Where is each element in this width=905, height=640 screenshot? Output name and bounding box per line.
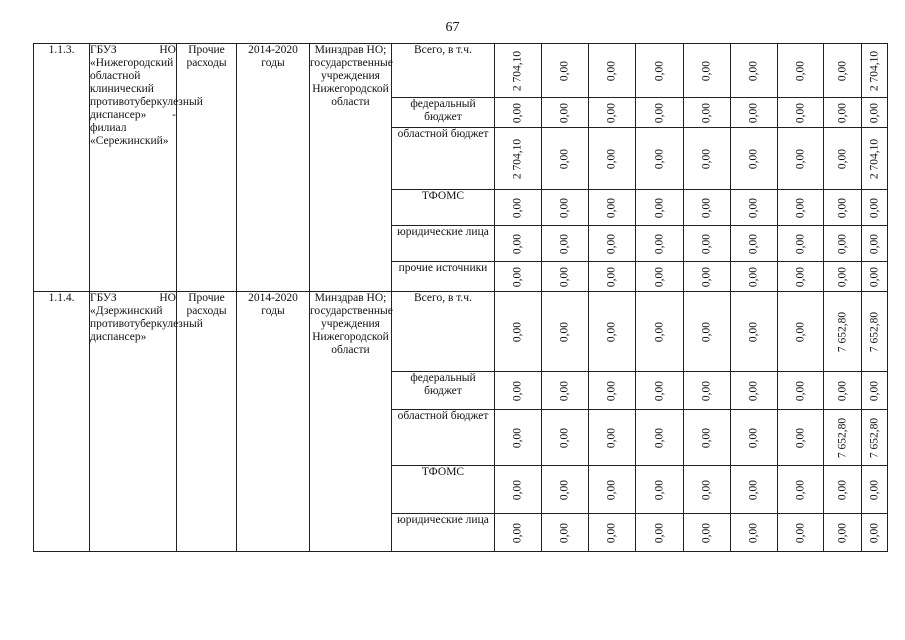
amount-cell [778, 466, 824, 514]
amount-value: 0,00 [511, 233, 524, 254]
amount-cell [542, 44, 589, 98]
amount-value: 0,00 [653, 102, 665, 123]
amount-value: 0,00 [836, 60, 848, 81]
amount-value: 0,00 [700, 60, 713, 81]
amount-cell [589, 514, 636, 552]
amount-cell [824, 292, 862, 372]
amount-value: 0,00 [511, 102, 524, 123]
table-body [34, 44, 888, 552]
amount-value: 0,00 [868, 380, 880, 401]
amount-value: 0,00 [836, 479, 848, 500]
amount-cell [589, 466, 636, 514]
amount-cell [589, 372, 636, 410]
amount-value: 0,00 [653, 321, 665, 342]
amount-value: 7 652,80 [868, 417, 880, 458]
amount-cell [542, 514, 589, 552]
item-number: 1.1.4. [34, 292, 90, 552]
funding-source: Всего, в т.ч. [392, 292, 495, 372]
amount-value: 0,00 [747, 233, 760, 254]
amount-cell [495, 128, 542, 190]
expense-type: Прочие расходы [177, 292, 237, 552]
amount-cell [684, 372, 731, 410]
amount-cell [824, 226, 862, 262]
amount-value: 0,00 [747, 197, 760, 218]
amount-value: 2 704,10 [868, 50, 880, 91]
amount-value: 0,00 [836, 233, 848, 254]
amount-value: 0,00 [747, 102, 760, 123]
amount-cell [731, 128, 778, 190]
amount-cell [495, 98, 542, 128]
amount-cell [824, 128, 862, 190]
amount-value: 0,00 [511, 197, 524, 218]
funding-source: Всего, в т.ч. [392, 44, 495, 98]
amount-cell [862, 466, 888, 514]
amount-cell [731, 372, 778, 410]
amount-cell [495, 466, 542, 514]
amount-value: 0,00 [836, 266, 848, 287]
amount-value: 0,00 [747, 266, 760, 287]
amount-value: 0,00 [868, 233, 880, 254]
amount-value: 0,00 [511, 266, 524, 287]
amount-value: 0,00 [794, 60, 806, 81]
amount-value: 7 652,80 [836, 417, 848, 458]
amount-value: 0,00 [605, 380, 618, 401]
amount-value: 0,00 [868, 266, 880, 287]
organization-name: ГБУЗ НО «Нижегородский областной клинический противотуберкулезный диспансер» - филиал «Сережинский» [90, 44, 177, 292]
amount-cell [542, 466, 589, 514]
amount-value: 0,00 [511, 427, 524, 448]
amount-cell [636, 44, 684, 98]
amount-value: 0,00 [794, 321, 806, 342]
amount-value: 0,00 [558, 479, 571, 500]
amount-cell [684, 190, 731, 226]
amount-value: 0,00 [868, 197, 880, 218]
amount-cell [731, 98, 778, 128]
amount-cell [862, 128, 888, 190]
amount-cell [589, 128, 636, 190]
amount-value: 0,00 [794, 148, 806, 169]
amount-cell [731, 190, 778, 226]
amount-cell [495, 226, 542, 262]
amount-value: 0,00 [558, 427, 571, 448]
amount-value: 0,00 [700, 522, 713, 543]
amount-value: 0,00 [836, 522, 848, 543]
amount-value: 0,00 [605, 479, 618, 500]
amount-value: 0,00 [605, 233, 618, 254]
amount-cell [636, 466, 684, 514]
amount-value: 0,00 [558, 60, 571, 81]
amount-cell [778, 98, 824, 128]
amount-cell [862, 410, 888, 466]
amount-cell [589, 44, 636, 98]
amount-value: 0,00 [747, 427, 760, 448]
amount-value: 7 652,80 [836, 311, 848, 352]
amount-value: 0,00 [794, 102, 806, 123]
amount-value: 0,00 [605, 522, 618, 543]
period: 2014-2020 годы [237, 292, 310, 552]
amount-cell [824, 372, 862, 410]
amount-value: 0,00 [558, 102, 571, 123]
amount-value: 0,00 [794, 266, 806, 287]
amount-value: 0,00 [747, 321, 760, 342]
amount-value: 0,00 [511, 522, 524, 543]
amount-cell [542, 372, 589, 410]
amount-value: 0,00 [558, 233, 571, 254]
amount-value: 0,00 [794, 233, 806, 254]
table-row [34, 44, 888, 98]
amount-cell [824, 44, 862, 98]
amount-cell [636, 226, 684, 262]
funding-source: ТФОМС [392, 190, 495, 226]
amount-value: 0,00 [868, 102, 880, 123]
amount-value: 0,00 [700, 427, 713, 448]
amount-cell [684, 262, 731, 292]
amount-value: 0,00 [558, 148, 571, 169]
amount-value: 0,00 [558, 380, 571, 401]
amount-cell [589, 226, 636, 262]
amount-value: 0,00 [836, 380, 848, 401]
amount-cell [824, 262, 862, 292]
amount-cell [778, 262, 824, 292]
amount-value: 0,00 [700, 380, 713, 401]
table-row [34, 292, 888, 372]
amount-value: 0,00 [794, 380, 806, 401]
amount-cell [731, 262, 778, 292]
amount-value: 0,00 [605, 102, 618, 123]
amount-value: 0,00 [653, 522, 665, 543]
amount-cell [824, 410, 862, 466]
amount-value: 0,00 [653, 427, 665, 448]
amount-value: 0,00 [747, 479, 760, 500]
amount-cell [862, 372, 888, 410]
amount-value: 0,00 [653, 479, 665, 500]
funding-source: федеральный бюджет [392, 372, 495, 410]
amount-cell [731, 410, 778, 466]
amount-cell [495, 410, 542, 466]
amount-cell [495, 190, 542, 226]
amount-cell [636, 410, 684, 466]
amount-cell [636, 262, 684, 292]
amount-value: 0,00 [511, 321, 524, 342]
amount-value: 0,00 [700, 148, 713, 169]
amount-cell [778, 128, 824, 190]
amount-value: 0,00 [653, 233, 665, 254]
funding-source: прочие источники [392, 262, 495, 292]
executor: Минздрав НО; государственные учреждения Нижегородской области [310, 44, 392, 292]
amount-value: 0,00 [700, 479, 713, 500]
item-number: 1.1.3. [34, 44, 90, 292]
amount-cell [824, 98, 862, 128]
funding-source: областной бюджет [392, 410, 495, 466]
amount-cell [542, 226, 589, 262]
amount-value: 0,00 [605, 266, 618, 287]
amount-value: 0,00 [558, 266, 571, 287]
amount-value: 0,00 [511, 380, 524, 401]
amount-cell [636, 128, 684, 190]
funding-source: юридические лица [392, 226, 495, 262]
funding-source: областной бюджет [392, 128, 495, 190]
amount-cell [684, 226, 731, 262]
amount-cell [778, 514, 824, 552]
amount-cell [862, 226, 888, 262]
amount-value: 0,00 [653, 148, 665, 169]
amount-value: 0,00 [653, 60, 665, 81]
organization-name: ГБУЗ НО «Дзержинский противотуберкулезный диспансер» [90, 292, 177, 552]
funding-source: юридические лица [392, 514, 495, 552]
amount-value: 0,00 [794, 522, 806, 543]
period: 2014-2020 годы [237, 44, 310, 292]
amount-value: 0,00 [868, 522, 880, 543]
amount-value: 0,00 [700, 233, 713, 254]
amount-cell [589, 98, 636, 128]
amount-value: 0,00 [868, 479, 880, 500]
amount-cell [684, 466, 731, 514]
amount-value: 0,00 [794, 479, 806, 500]
amount-cell [542, 292, 589, 372]
amount-cell [684, 292, 731, 372]
amount-cell [542, 410, 589, 466]
amount-cell [542, 190, 589, 226]
amount-value: 0,00 [700, 197, 713, 218]
amount-cell [862, 292, 888, 372]
executor: Минздрав НО; государственные учреждения Нижегородской области [310, 292, 392, 552]
amount-value: 2 704,10 [511, 50, 524, 91]
amount-value: 0,00 [794, 427, 806, 448]
amount-cell [542, 98, 589, 128]
amount-value: 0,00 [653, 266, 665, 287]
amount-value: 0,00 [747, 380, 760, 401]
amount-value: 0,00 [836, 102, 848, 123]
amount-value: 0,00 [700, 102, 713, 123]
amount-cell [589, 410, 636, 466]
amount-cell [824, 466, 862, 514]
expense-type: Прочие расходы [177, 44, 237, 292]
amount-cell [684, 410, 731, 466]
funding-source: федеральный бюджет [392, 98, 495, 128]
amount-cell [684, 514, 731, 552]
amount-cell [589, 262, 636, 292]
amount-value: 0,00 [836, 197, 848, 218]
amount-cell [778, 226, 824, 262]
amount-cell [731, 226, 778, 262]
amount-value: 0,00 [558, 321, 571, 342]
amount-cell [495, 44, 542, 98]
amount-cell [731, 292, 778, 372]
amount-cell [636, 292, 684, 372]
amount-cell [778, 292, 824, 372]
amount-cell [731, 466, 778, 514]
amount-value: 0,00 [511, 479, 524, 500]
amount-cell [862, 514, 888, 552]
amount-cell [778, 410, 824, 466]
amount-cell [778, 44, 824, 98]
amount-cell [731, 44, 778, 98]
amount-cell [636, 98, 684, 128]
amount-value: 0,00 [605, 321, 618, 342]
amount-cell [589, 292, 636, 372]
amount-cell [495, 514, 542, 552]
amount-value: 0,00 [605, 427, 618, 448]
amount-value: 0,00 [605, 197, 618, 218]
amount-value: 2 704,10 [868, 138, 880, 179]
amount-value: 0,00 [747, 522, 760, 543]
amount-cell [495, 372, 542, 410]
amount-value: 0,00 [700, 266, 713, 287]
amount-value: 0,00 [747, 148, 760, 169]
amount-cell [684, 44, 731, 98]
amount-cell [862, 44, 888, 98]
amount-cell [862, 98, 888, 128]
amount-value: 0,00 [605, 148, 618, 169]
amount-cell [636, 514, 684, 552]
amount-cell [495, 262, 542, 292]
amount-value: 0,00 [794, 197, 806, 218]
amount-value: 0,00 [836, 148, 848, 169]
amount-cell [495, 292, 542, 372]
amount-cell [824, 190, 862, 226]
amount-cell [778, 372, 824, 410]
amount-cell [542, 128, 589, 190]
amount-value: 0,00 [605, 60, 618, 81]
amount-cell [778, 190, 824, 226]
amount-value: 0,00 [558, 522, 571, 543]
amount-cell [862, 190, 888, 226]
funding-source: ТФОМС [392, 466, 495, 514]
amount-cell [684, 98, 731, 128]
amount-value: 7 652,80 [868, 311, 880, 352]
amount-cell [731, 514, 778, 552]
amount-value: 0,00 [653, 197, 665, 218]
amount-cell [636, 190, 684, 226]
amount-cell [684, 128, 731, 190]
amount-value: 0,00 [747, 60, 760, 81]
amount-value: 0,00 [653, 380, 665, 401]
amount-value: 0,00 [700, 321, 713, 342]
amount-cell [862, 262, 888, 292]
page-number: 67 [445, 20, 460, 35]
budget-table [33, 43, 888, 552]
amount-cell [824, 514, 862, 552]
amount-value: 2 704,10 [511, 138, 524, 179]
amount-value: 0,00 [558, 197, 571, 218]
amount-cell [542, 262, 589, 292]
amount-cell [636, 372, 684, 410]
amount-cell [589, 190, 636, 226]
